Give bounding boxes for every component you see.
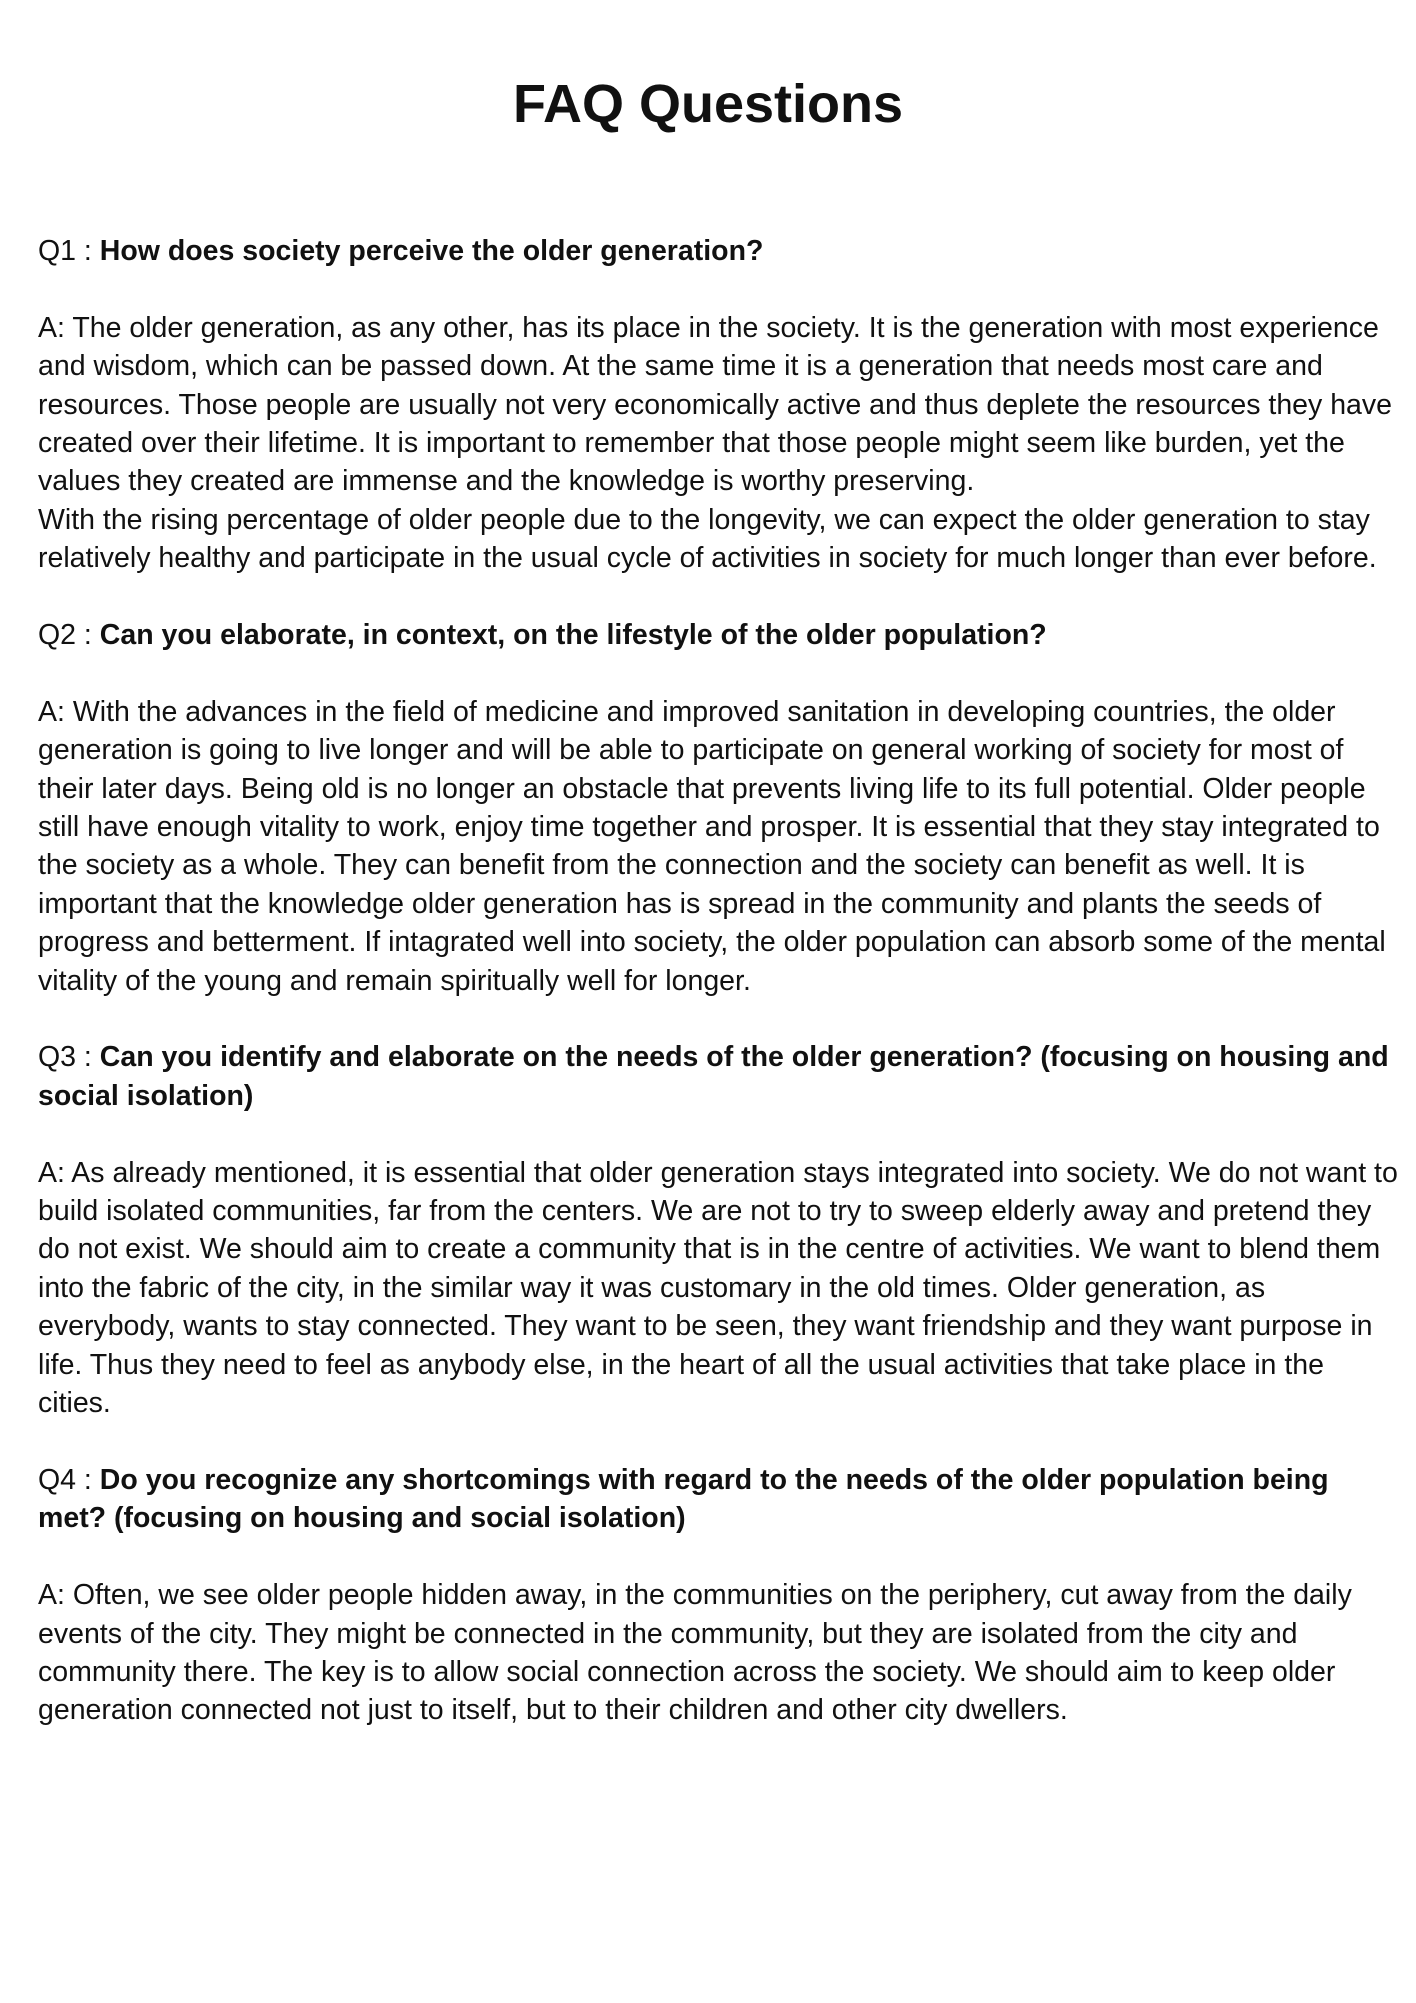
faq-item-q4 [38,1461,1398,1730]
question-text: Can you identify and elaborate on the needs of the older generation? (focusing on housing and social isolation) [38,1041,1389,1112]
question-text: How does society perceive the older generation? [99,235,764,267]
answer [38,1576,1398,1730]
faq-item-q2 [38,616,1398,1000]
question-number: Q4 : [38,1463,100,1496]
answer-paragraph: With the rising percentage of older people due to the longevity, we can expect the older generation to stay relatively healthy and participate in the usual cycle of activities in society for much longer than ever before. [38,503,1377,575]
answer [38,309,1398,578]
faq-list [38,232,1398,1768]
faq-item-q3 [38,1038,1398,1422]
question-number: Q1 : [38,235,100,267]
question [38,616,1398,654]
question-text: Can you elaborate, in context, on the lifestyle of the older population? [99,619,1047,652]
answer-paragraph: A: Often, we see older people hidden away, in the communities on the periphery, cut away from the daily events of the city. They might be connected in the community, but they are isolated from the city and community there. The key is to allow social connection across the society. We should aim to keep older generation connected not just to itself, but to their children and other city dwellers. [38,1579,1352,1727]
question-number: Q3 : [38,1041,100,1074]
question [38,1038,1398,1115]
page-title: FAQ Questions [512,74,904,134]
question-number: Q2 : [38,619,100,652]
question-text: Do you recognize any shortcomings with regard to the needs of the older population being met? (focusing on housing and social isolation) [38,1463,1329,1535]
question [38,232,1398,270]
question [38,1461,1398,1538]
answer-paragraph: A: The older generation, as any other, has its place in the society. It is the generation with most experience and wisdom, which can be passed down. At the same time it is a generation that needs most care and resources. Those people are usually not very economically active and thus deplete the resources they have created over their lifetime. It is important to remember that those people might seem like burden, yet the values they created are immense and the knowledge is worthy preserving. [38,311,1393,498]
answer-paragraph: A: With the advances in the field of medicine and improved sanitation in developing countries, the older generation is going to live longer and will be able to participate on general working of society for most of their later days. Being old is no longer an obstacle that prevents living life to its full potential. Older people still have enough vitality to work, enjoy time together and prosper. It is essential that they stay integrated to the society as a whole. They can benefit from the connection and the society can benefit as well. It is important that the knowledge older generation has is spread in the community and plants the seeds of progress and betterment. If intagrated well into society, the older population can absorb some of the mental vitality of the young and remain spiritually well for longer. [38,695,1386,997]
answer [38,1154,1398,1423]
answer-paragraph: A: As already mentioned, it is essential that older generation stays integrated into society. We do not want to build isolated communities, far from the centers. We are not to try to sweep elderly away and pretend they do not exist. We should aim to create a community that is in the centre of activities. We want to blend them into the fabric of the city, in the similar way it was customary in the old times. Older generation, as everybody, wants to stay connected. They want to be seen, they want friendship and they want purpose in life. Thus they need to feel as anybody else, in the heart of all the usual activities that take place in the cities. [38,1156,1398,1420]
answer [38,693,1398,1000]
faq-item-q1 [38,232,1398,578]
